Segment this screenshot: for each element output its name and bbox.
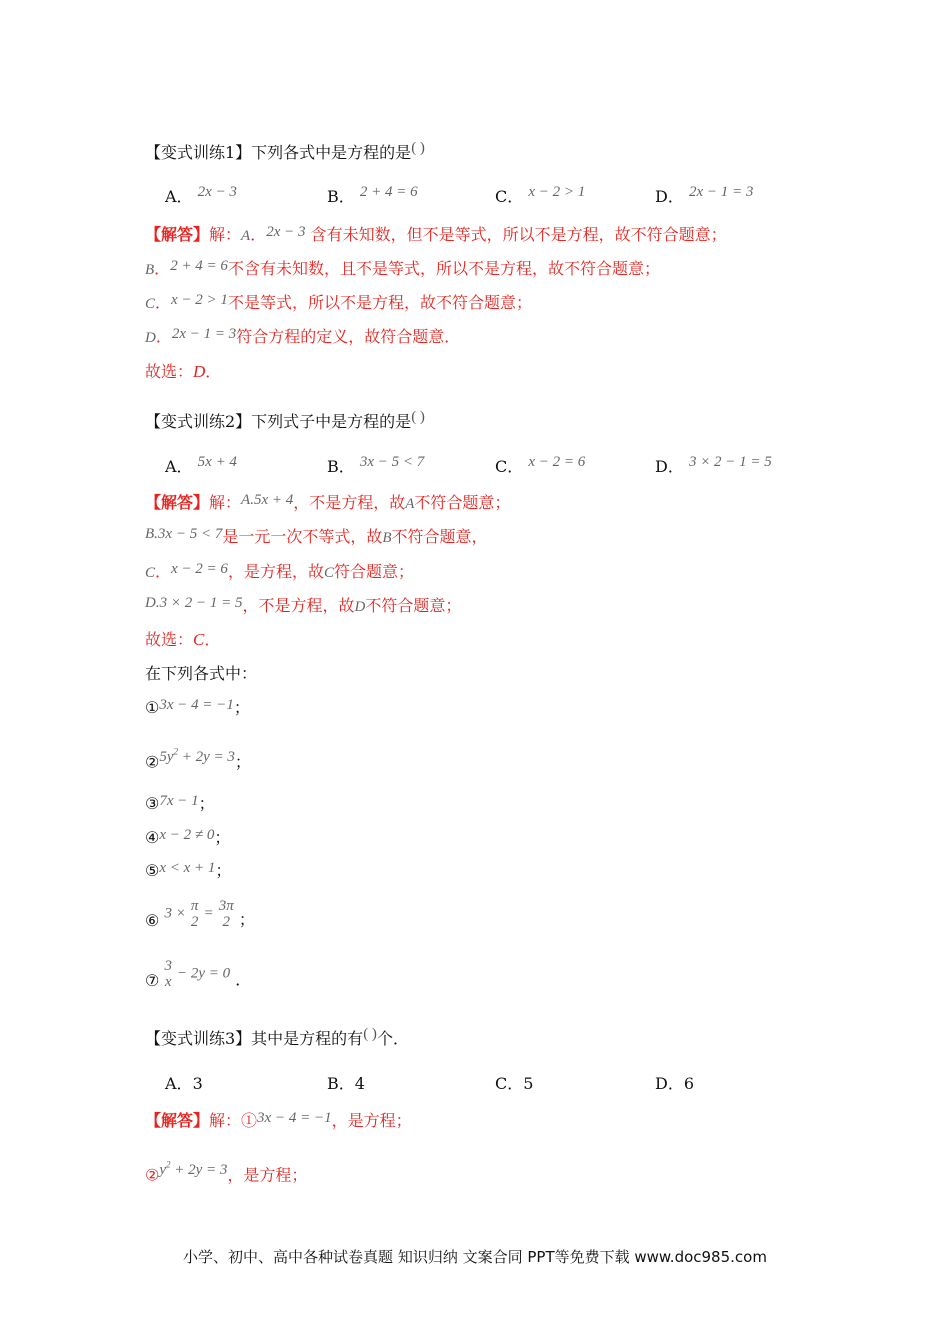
q2-option-b-letter: B． (327, 457, 355, 476)
q2-answer-l3-text-b: 符合题意； (333, 562, 414, 581)
q3-title-b: 个． (376, 1029, 409, 1048)
q2-answer-l3-text-a: ，是方程，故 (227, 562, 324, 581)
q2-answer-l1-text-a: ，不是方程，故 (293, 493, 406, 512)
q2-answer-l2-text-a: 是一元一次不等式，故 (222, 527, 383, 546)
q2-paren: ( ) (411, 409, 425, 425)
q3-option-a (165, 1073, 203, 1095)
q2-answer-l1-text-b: 不符合题意； (414, 493, 511, 512)
q2-answer-l3-var-c: C (145, 565, 156, 581)
q1-title-line (145, 142, 425, 165)
list-item-3-num: ③ (145, 794, 160, 813)
q2-option-d-letter: D． (655, 457, 684, 476)
q1-answer-l4-expr: 2x − 1 = 3 (171, 326, 237, 342)
list-item-6-eq: = (203, 905, 214, 922)
q1-answer-l2-text: 不含有未知数，且不是等式，所以不是方程，故不符合题意； (227, 259, 660, 278)
list-item-4-num: ④ (145, 828, 160, 847)
q1-answer-l3-var: C (145, 296, 156, 312)
q3-option-b (327, 1073, 365, 1095)
list-item-7-end: ． (235, 970, 252, 989)
q2-answer-l3-dot: ． (155, 562, 172, 581)
q1-answer-l3-expr: x − 2 > 1 (171, 292, 228, 308)
q2-answer-l2-expr: B.3x − 5 < 7 (145, 526, 223, 542)
q3-option-d-letter: D． (655, 1074, 684, 1093)
q3-title-line (145, 1028, 409, 1051)
q2-answer-l1-expr: A.5x + 4 (241, 492, 294, 508)
q2-title-line (145, 411, 425, 434)
q2-answer-l3-expr: x − 2 = 6 (171, 561, 228, 577)
list-item-2-sup: 2 (173, 747, 179, 757)
q3-answer-l2-text: ，是方程； (227, 1165, 308, 1185)
q2-option-b-expr: 3x − 5 < 7 (359, 454, 425, 470)
q1-option-c (495, 186, 585, 209)
q3-answer-l1-num: ① (241, 1111, 258, 1130)
q3-title-a: 【变式训练3】其中是方程的有 (145, 1029, 364, 1048)
q2-answer-line2 (145, 526, 488, 549)
q1-answer-line4 (145, 326, 460, 349)
list-item-3-end: ； (198, 794, 215, 813)
q2-option-d-expr: 3 × 2 − 1 = 5 (688, 454, 772, 470)
q3-answer-l1-expr: 3x − 4 = −1 (257, 1110, 332, 1126)
list-item-5 (145, 860, 231, 883)
q2-answer-l4-var: D (354, 599, 366, 615)
q2-answer-line3 (145, 561, 414, 584)
list-item-2 (145, 747, 251, 774)
list-item-1 (145, 697, 250, 720)
q1-answer-line2 (145, 258, 660, 281)
list-item-7-num: ⑦ (145, 971, 160, 990)
q2-choice-end: ． (204, 630, 221, 649)
q1-option-d (655, 186, 753, 209)
q2-answer-l1-var: A (405, 496, 415, 512)
list-item-6-pre: 3 × (164, 905, 186, 922)
list-item-6-frac1-den: 2 (190, 914, 199, 930)
q1-option-d-letter: D． (655, 187, 684, 206)
list-item-1-num: ① (145, 698, 160, 717)
q1-choose-label: 故选： (145, 362, 194, 381)
q1-answer-jie: 解： (209, 225, 242, 244)
q1-answer-choice (145, 361, 221, 383)
list-item-6 (145, 898, 255, 930)
q3-option-a-letter: A． (165, 1074, 193, 1093)
q1-option-c-letter: C． (495, 187, 524, 206)
q1-answer-l2-dot: ． (154, 259, 171, 278)
list-item-5-num: ⑤ (145, 861, 160, 880)
q2-option-b (327, 456, 424, 479)
q1-option-b-letter: B． (327, 187, 355, 206)
q2-answer-l4-expr: D.3 × 2 − 1 = 5 (145, 595, 243, 611)
q1-paren: ( ) (411, 140, 425, 156)
q1-answer-l1-var: A (241, 228, 251, 244)
q1-option-b (327, 186, 418, 209)
list-item-1-expr: 3x − 4 = −1 (159, 697, 234, 713)
q2-answer-l2-text-b: 不符合题意， (391, 527, 488, 546)
q1-answer-l3-dot: ． (155, 293, 172, 312)
list-item-2-expr-a: 5y (159, 749, 174, 766)
q3-option-b-letter: B． (327, 1074, 355, 1093)
q1-option-c-expr: x − 2 > 1 (528, 184, 586, 200)
list-item-6-frac1-num: π (190, 898, 199, 914)
q1-answer-l4-text: 符合方程的定义，故符合题意． (236, 327, 461, 346)
q1-answer-l1-dot: ． (250, 225, 267, 244)
q3-answer-l2-num: ② (145, 1165, 160, 1185)
list-item-2-expr-b: + 2y = 3 (178, 749, 235, 766)
list-item-3-expr: 7x − 1 (159, 793, 199, 809)
q1-option-d-expr: 2x − 1 = 3 (688, 184, 754, 200)
q2-answer-line4 (145, 595, 461, 618)
q3-option-d-expr: 6 (683, 1074, 695, 1093)
list-item-5-expr: x < x + 1 (159, 860, 216, 876)
list-item-7-frac (164, 958, 172, 990)
q3-answer-jie: 解： (209, 1111, 242, 1130)
q2-option-c (495, 456, 585, 479)
q3-answer-line2 (145, 1160, 307, 1187)
q2-option-a-expr: 5x + 4 (197, 454, 237, 470)
q1-answer-l4-dot: ． (155, 327, 172, 346)
list-item-6-frac2-den: 2 (222, 914, 230, 930)
q1-answer-line1 (145, 224, 727, 247)
list-intro: 在下列各式中： (145, 664, 258, 683)
list-item-3 (145, 793, 215, 816)
q1-choice-end: ． (205, 362, 222, 381)
q3-answer-l2-expr-b: + 2y = 3 (170, 1162, 228, 1179)
q1-option-b-expr: 2 + 4 = 6 (359, 184, 418, 200)
q3-option-d (655, 1073, 694, 1095)
list-item-6-num: ⑥ (145, 911, 160, 930)
list-item-1-end: ； (233, 698, 250, 717)
q3-answer-l2-sup: 2 (166, 1160, 171, 1170)
q1-option-a (165, 186, 237, 209)
q1-answer-l3-text: 不是等式，所以不是方程，故不符合题意； (227, 293, 532, 312)
q2-answer-l2-var: B (382, 530, 392, 546)
q1-choice: D (193, 362, 206, 381)
q2-choice: C (193, 630, 205, 649)
list-item-7-frac-den: x (164, 974, 172, 990)
q1-title: 【变式训练1】下列各式中是方程的是 (145, 143, 412, 162)
q3-option-c-letter: C． (495, 1074, 524, 1093)
list-item-6-frac2-num: 3π (218, 898, 234, 914)
q3-answer-line1 (145, 1110, 412, 1133)
list-item-4-end: ； (214, 828, 231, 847)
q2-answer-label: 【解答】 (145, 493, 210, 512)
q2-title: 【变式训练2】下列式子中是方程的是 (145, 412, 412, 431)
list-item-6-frac2 (219, 898, 234, 930)
list-item-5-end: ； (215, 861, 232, 880)
list-item-4-expr: x − 2 ≠ 0 (159, 827, 215, 843)
page-footer: 小学、初中、高中各种试卷真题 知识归纳 文案合同 PPT等免费下载 www.doc985.com (183, 1248, 767, 1266)
list-item-7-post: − 2y = 0 (177, 965, 231, 982)
q3-answer-l1-text: ，是方程； (331, 1111, 412, 1130)
q1-option-a-letter: A． (165, 187, 193, 206)
q1-answer-line3 (145, 292, 532, 315)
q3-option-c-expr: 5 (523, 1074, 534, 1093)
q1-answer-l1-text: 含有未知数，但不是等式，所以不是方程，故不符合题意； (310, 225, 727, 244)
q1-answer-label: 【解答】 (145, 225, 210, 244)
q3-option-c (495, 1073, 533, 1095)
q2-answer-l4-text-b: 不符合题意； (365, 596, 462, 615)
list-item-4 (145, 827, 230, 850)
list-item-6-frac1 (191, 898, 199, 930)
q3-answer-label: 【解答】 (145, 1111, 210, 1130)
q3-answer-l2-expr-a: y (159, 1162, 167, 1179)
q3-option-b-expr: 4 (354, 1074, 365, 1093)
q2-answer-l3-var: C (323, 565, 334, 581)
q2-option-d (655, 456, 772, 479)
q1-answer-l1-expr: 2x − 3 (266, 224, 306, 240)
q2-option-c-letter: C． (495, 457, 524, 476)
q2-answer-line1 (145, 492, 510, 515)
q2-answer-jie: 解： (209, 493, 242, 512)
q2-answer-l4-text-a: ，不是方程，故 (242, 596, 355, 615)
q1-option-a-expr: 2x − 3 (197, 184, 237, 200)
q2-answer-choice (145, 629, 220, 651)
list-item-2-end: ； (234, 752, 251, 772)
list-item-6-end: ； (238, 910, 255, 929)
list-item-7-frac-num: 3 (164, 958, 172, 974)
list-item-2-num: ② (145, 752, 160, 772)
q2-option-a-letter: A． (165, 457, 193, 476)
list-item-7 (145, 958, 251, 990)
q2-choose-label: 故选： (145, 630, 194, 649)
q1-answer-l2-expr: 2 + 4 = 6 (170, 258, 228, 274)
q1-answer-l2-var: B (145, 262, 155, 278)
q1-answer-l4-var: D (145, 330, 156, 346)
q3-option-a-expr: 3 (192, 1074, 203, 1093)
q2-option-a (165, 456, 237, 479)
q2-option-c-expr: x − 2 = 6 (528, 454, 586, 470)
q3-paren: ( ) (363, 1026, 377, 1042)
